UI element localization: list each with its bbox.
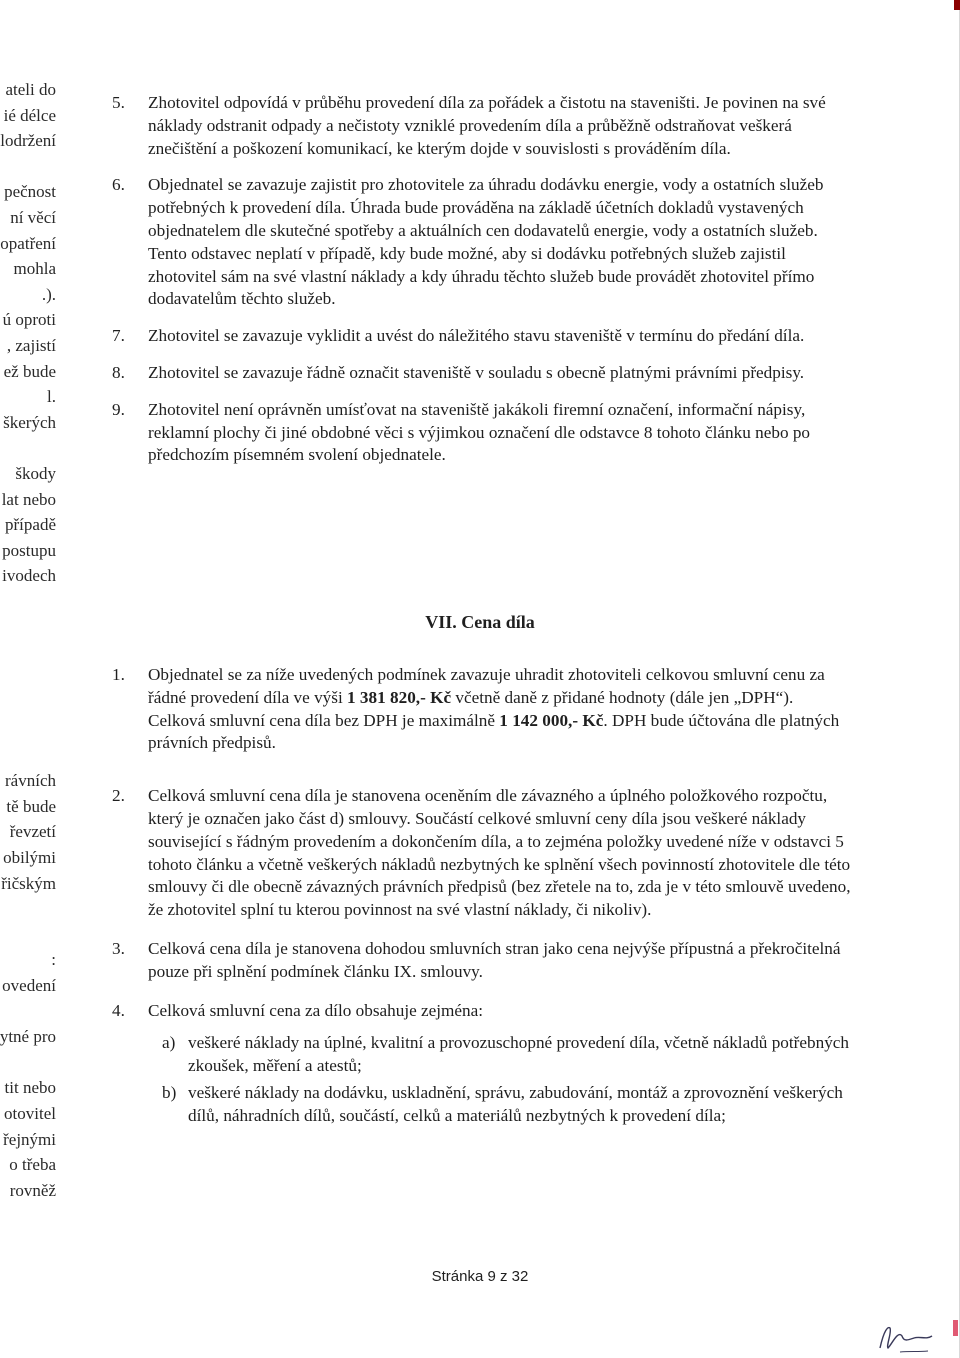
- subclause-text: veškeré náklady na úplné, kvalitní a provozuschopné provedení díla, včetně nákladů potřebných zkoušek, měření a atestů;: [188, 1033, 850, 1076]
- price-clause-4: [112, 1000, 852, 1023]
- clause-number: 6.: [112, 175, 125, 195]
- bleed-fragment: škody: [15, 464, 56, 483]
- bleed-fragment: o třeba: [9, 1155, 56, 1175]
- clause-8: [112, 362, 852, 385]
- price-without-vat: 1 142 000,- Kč: [499, 710, 604, 730]
- clause-number: 2.: [112, 786, 125, 806]
- bleed-fragment: řevzetí: [9, 822, 56, 842]
- bleed-fragment: ú oproti: [2, 310, 56, 330]
- bleed-fragment: tě bude: [6, 796, 56, 816]
- bleed-fragment: :: [51, 950, 56, 970]
- clause-6: [112, 174, 852, 311]
- subclause-label: a): [162, 1033, 176, 1053]
- bleed-fragment: řičským: [1, 873, 56, 893]
- clause-text: Celková smluvní cena díla je stanovena oceněním dle závazného a úplného položkového rozpočtu, který je označen jako část d) smlouvy. Součástí celkové smluvní ceny díla jsou veškeré náklady související s řádným provedením a dokončením díla, a to zejména položky uvedené níže v odstavci 5 tohoto článku a včetně veškerých nákladů nezbytných ke splnění všech povinností zhotovitele dle této smlouvy či dle obecně závazných právních předpisů (bez zřetele na to, zda je v této smlouvě uvedeno, že zhotovitel splní tu kterou povinnost na své vlastní náklady, či nikoliv).: [148, 786, 851, 920]
- clause-7: [112, 325, 852, 348]
- bleed-fragment: ní věcí: [10, 208, 56, 227]
- bleed-fragment: ateli do: [5, 80, 56, 99]
- clause-text: Objednatel se zavazuje zajistit pro zhotovitele za úhradu dodávku energie, vody a ostatních služeb potřebných k provedení díla. Úhrada bude prováděna na základě účetních dokladů vystavených objednatelem dle skutečné spotřeby a aktuálních cen dodavatelů energie, vody a ostatních služeb. Tento odstavec neplatí v případě, kdy bude možné, aby si dodávku potřebných služeb zajistil zhotovitel sám na své vlastní náklady a kdy úhradu těchto služeb bude provádět zhotovitel přímo dodavatelům těchto služeb.: [148, 175, 824, 309]
- bleed-fragment: l.: [47, 387, 56, 407]
- subclause-text: veškeré náklady na dodávku, uskladnění, správu, zabudování, montáž a zprovoznění veškerých dílů, náhradních dílů, součástí, celků a materiálů nezbytných k provedení díla;: [188, 1082, 843, 1125]
- clause-text-part: Objednatel se za níže uvedených podmínek zavazuje uhradit zhotoviteli celkovou smluvní cenu za řádné provedení díla ve výši: [148, 665, 825, 707]
- section-heading: VII. Cena díla: [425, 612, 535, 632]
- clause-number: 3.: [112, 938, 125, 958]
- bleed-fragment: .).: [41, 284, 56, 304]
- clause-text: Celková cena díla je stanovena dohodou smluvních stran jako cena nejvýše přípustná a překročitelná pouze při splnění podmínek článku IX. smlouvy.: [148, 938, 841, 981]
- clause-text: Zhotovitel odpovídá v průběhu provedení díla za pořádek a čistotu na staveništi. Je povinen na své náklady odstranit odpady a nečistoty vzniklé provedením díla a průběžně odstraňovat veškerá znečištění a poškození komunikací, ke kterým dojde v souvislosti s prováděním díla.: [148, 93, 826, 158]
- bleed-fragment: mohla: [13, 259, 56, 279]
- clause-text: Zhotovitel není oprávněn umísťovat na staveniště jakákoli firemní označení, informační nápisy, reklamní plochy či jiné obdobné věci s výjimkou označení dle odstavce 8 tohoto článku nebo po předchozím písemném svolení objednatele.: [148, 399, 811, 465]
- clause-number: 8.: [112, 362, 125, 382]
- clause-9: [112, 399, 852, 467]
- subclause-b: [148, 1082, 852, 1128]
- clause-text: Celková smluvní cena za dílo obsahuje zejména:: [148, 1000, 484, 1020]
- clause-number: 4.: [112, 1000, 125, 1020]
- bleed-fragment: otovitel: [4, 1104, 56, 1123]
- bleed-fragment: ytné pro: [0, 1027, 56, 1047]
- page-number: Stránka 9 z 32: [431, 1268, 529, 1285]
- clause-text: Zhotovitel se zavazuje vyklidit a uvést do náležitého stavu staveniště v termínu do předání díla.: [148, 326, 805, 346]
- clause-number: 7.: [112, 326, 125, 346]
- clause-number: 9.: [112, 399, 125, 419]
- clause-5: [112, 92, 852, 160]
- bleed-fragment: případě: [5, 515, 56, 535]
- clause-number: 5.: [112, 93, 125, 112]
- bleed-fragment: tit nebo: [4, 1078, 56, 1098]
- bleed-fragment: řejnými: [3, 1129, 56, 1149]
- bleed-fragment: ivodech: [2, 566, 56, 586]
- bleed-fragment: ovedení: [2, 976, 56, 995]
- bleed-fragment: lodržení: [0, 131, 56, 151]
- clause-text-part: . DPH bude účtována dle platných právních předpisů.: [148, 710, 840, 753]
- subclause-label: b): [162, 1082, 177, 1102]
- bleed-fragment: , zajistí: [6, 336, 56, 355]
- bleed-fragment: postupu: [2, 540, 56, 560]
- bleed-fragment: rávních: [5, 771, 56, 791]
- signature-initials: [870, 1318, 940, 1358]
- document-body: [112, 92, 852, 467]
- margin-marker: [953, 1320, 958, 1336]
- bleed-fragment: ié délce: [3, 105, 56, 125]
- price-with-vat: 1 381 820,- Kč: [347, 687, 452, 707]
- bleed-fragment: ež bude: [3, 361, 56, 381]
- bleed-fragment: lat nebo: [1, 489, 56, 509]
- price-clause-3: [112, 938, 852, 984]
- bleed-fragment: škerých: [3, 412, 56, 432]
- bleed-fragment: obilými: [3, 848, 56, 867]
- subclause-a: [148, 1032, 852, 1078]
- corner-mark: [954, 0, 960, 10]
- bleed-fragment: opatření: [0, 233, 56, 253]
- clause-text-part: včetně daně z přidané hodnoty (dále jen „DPH“). Celková smluvní cena díla bez DPH je maximálně: [148, 687, 794, 730]
- price-section: [112, 664, 852, 1128]
- clause-number: 1.: [112, 665, 125, 684]
- bleed-fragment: rovněž: [9, 1180, 56, 1200]
- price-clause-2: [112, 785, 852, 922]
- bleed-fragment: pečnost: [4, 182, 56, 202]
- price-clause-1: [112, 664, 852, 755]
- previous-page-bleed: [0, 80, 62, 1210]
- clause-text: Zhotovitel se zavazuje řádně označit staveniště v souladu s obecně platnými právními předpisy.: [148, 362, 805, 382]
